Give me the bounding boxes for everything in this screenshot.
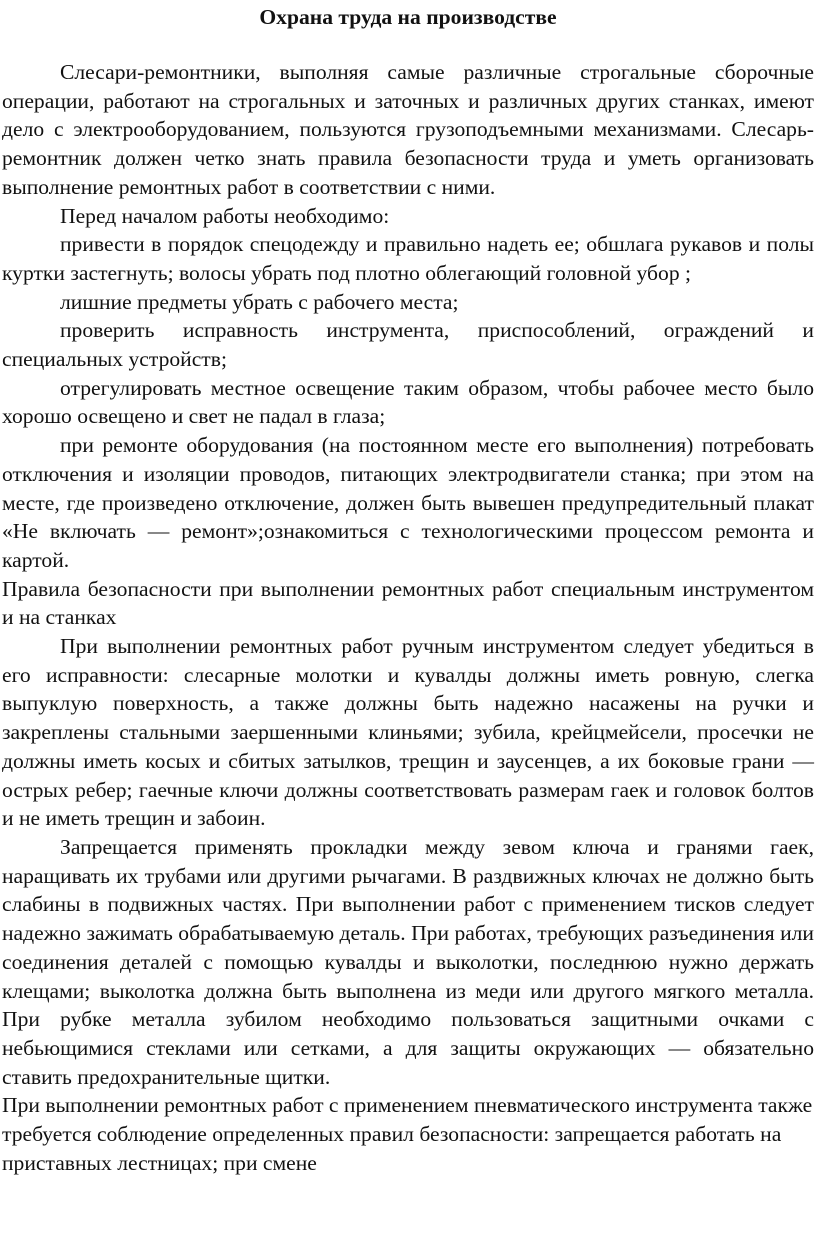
paragraph-hand-tools: При выполнении ремонтных работ ручным инструментом следует убедиться в его исправности: слесарные молотки и кувалды должны иметь ровную, слегка выпуклую поверхность, а также должны быть надежно насажены на ручки и закреплены стальными заершенными клиньями; зубила, крейцмейсели, просечки не должны иметь косых и сбитых затылков, трещин и заусенцев, а их боковые грани — острых ребер; гаечные ключи должны соответствовать размерам гаек и головок болтов и не иметь трещин и забоин. (2, 634, 814, 831)
list-item-check-tools: проверить исправность инструмента, приспособлений, ограждений и специальных устройств; (2, 318, 814, 372)
paragraph-prohibitions: Запрещается применять прокладки между зевом ключа и гранями гаек, наращивать их трубами или другими рычагами. В раздвижных ключах не должно быть слабины в подвижных частях. При выполнении работ с применением тисков следует надежно зажимать обрабатываемую деталь. При работах, требующих разъединения или соединения деталей с помощью кувалды и выколотки, последнюю нужно держать клещами; выколотка должна быть выполнена из меди или другого мягкого металла. При рубке металла зубилом необходимо пользоваться защитными очками с небьющимися стеклами или сетками, а для защиты окружающих — обязательно ставить предохранительные щитки. (2, 834, 814, 1089)
list-item-equipment-repair: при ремонте оборудования (на постоянном месте его выполнения) потребовать отключения и изоляции проводов, питающих электродвигатели станка; при этом на месте, где произведено отключение, должен быть вывешен предупредительный плакат «Не включать — ремонт»;ознакомиться с технологическими процессом ремонта и картой. (2, 433, 814, 572)
list-item-clothing: привести в порядок спецодежду и правильно надеть ее; обшлага рукавов и полы куртки застегнуть; волосы убрать под плотно облегающий головной убор ; (2, 232, 814, 285)
paragraph-pneumatic-tools: При выполнении ремонтных работ с применением пневматического инструмента также требуется соблюдение определенных правил безопасности: запрещается работать на приставных лестницах; при смене (2, 1093, 813, 1175)
document-title: Охрана труда на производстве (259, 5, 557, 29)
section-heading-safety-rules: Правила безопасности при выполнении ремонтных работ специальным инструментом и на станках (2, 576, 814, 630)
paragraph-before-work: Перед началом работы необходимо: (60, 203, 390, 228)
list-item-lighting: отрегулировать местное освещение таким образом, чтобы рабочее место было хорошо освещено и свет не падал в глаза; (2, 375, 814, 429)
paragraph-intro: Слесари-ремонтники, выполняя самые различные строгальные сборочные операции, работают на строгальных и заточных и различных других станках, имеют дело с электрооборудованием, пользуются грузоподъемными механизмами. Слесарь-ремонтник должен четко знать правила безопасности труда и уметь организовать выполнение ремонтных работ в соответствии с ними. (2, 60, 814, 199)
list-item-remove-items: лишние предметы убрать с рабочего места; (60, 289, 459, 314)
